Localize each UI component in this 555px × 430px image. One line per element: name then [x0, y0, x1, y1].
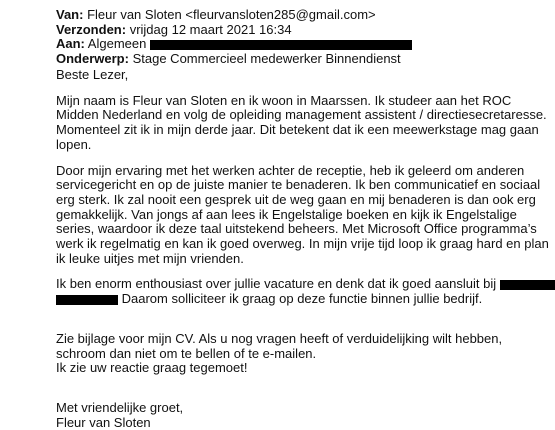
redaction-bar — [56, 295, 118, 305]
paragraph-intro — [56, 94, 555, 153]
email-header — [56, 8, 412, 66]
redaction-bar — [500, 280, 555, 290]
sent-label: Verzonden: — [56, 21, 127, 37]
paragraph-line: Ik zie uw reactie graag tegemoet! — [56, 360, 248, 376]
paragraph-line: werk ik regelmatig en kan ik goed overweg. In mijn vrije tijd loop ik graag hard en plan — [56, 236, 549, 252]
signature: Fleur van Sloten — [56, 414, 151, 430]
paragraph-line: gemakkelijk. Van jongs af aan lees ik Engelstalige boeken en kijk ik Engelstalige — [56, 206, 517, 222]
from-value: Fleur van Sloten <fleurvansloten285@gmail.com> — [87, 7, 376, 22]
motivation-text: Ik ben enorm enthousiast over jullie vacature en denk dat ik goed aansluit bij — [56, 276, 497, 292]
paragraph-line: schroom dan niet om te bellen of te e-mailen. — [56, 345, 317, 361]
paragraph-line: erg sterk. Ik zal nooit een gesprek uit de weg gaan en mij benaderen is dan ook erg — [56, 191, 536, 207]
to-label: Aan: — [56, 36, 85, 51]
sent-row — [56, 23, 412, 38]
paragraph-line: series, waardoor ik deze taal uitstekend beheers. Met Microsoft Office programma’s — [56, 221, 537, 237]
paragraph-line: servicegericht en op de juiste manier te benaderen. Ik ben communicatief en sociaal — [56, 177, 541, 193]
closing: Met vriendelijke groet, — [56, 399, 184, 415]
paragraph-line — [56, 292, 555, 307]
paragraph-line: Mijn naam is Fleur van Sloten en ik woon in Maarssen. Ik studeer aan het ROC — [56, 92, 512, 108]
from-row — [56, 8, 412, 23]
sent-value: vrijdag 12 maart 2021 16:34 — [129, 21, 292, 37]
subject-label: Onderwerp: — [56, 50, 129, 66]
email-body — [56, 68, 555, 430]
paragraph-motivation — [56, 277, 555, 306]
paragraph-line: Momenteel zit ik in mijn derde jaar. Dit betekent dat ik een meewerkstage mag gaan — [56, 122, 539, 138]
greeting: Beste Lezer, — [56, 67, 129, 82]
paragraph-line: Midden Nederland en volg de opleiding management assistent / directiesecretaresse. — [56, 107, 547, 123]
to-row — [56, 37, 412, 52]
paragraph-line: Zie bijlage voor mijn CV. Als u nog vragen heeft of verduidelijking wilt hebben, — [56, 330, 503, 346]
motivation-text: Daarom solliciteer ik graag op deze functie binnen jullie bedrijf. — [121, 291, 483, 307]
subject-value: Stage Commercieel medewerker Binnendienst — [132, 50, 401, 66]
paragraph-line: ik leuke uitjes met mijn vrienden. — [56, 250, 244, 266]
redaction-bar — [150, 40, 412, 50]
paragraph-experience — [56, 164, 555, 267]
subject-row — [56, 52, 412, 67]
to-value: Algemeen — [87, 36, 147, 51]
from-label: Van: — [56, 7, 84, 22]
paragraph-attachment — [56, 332, 555, 376]
paragraph-line — [56, 277, 555, 292]
paragraph-line: Door mijn ervaring met het werken achter de receptie, heb ik geleerd om anderen — [56, 162, 525, 178]
paragraph-line: lopen. — [56, 136, 92, 152]
